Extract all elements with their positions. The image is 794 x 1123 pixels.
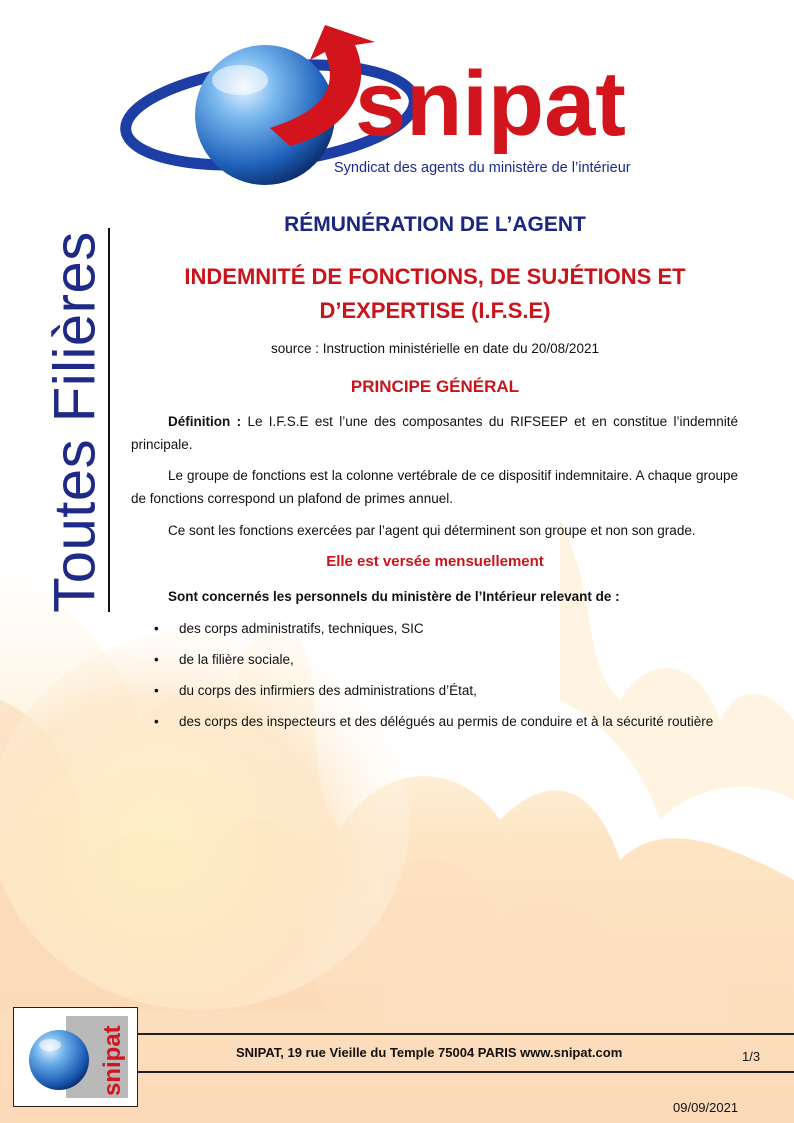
groupe-text: Le groupe de fonctions est la colonne vertébrale de ce dispositif indemnitaire. A chaque groupe de fonctions correspond un plafond de primes annuel. — [131, 468, 738, 506]
list-item-text: des corps administratifs, techniques, SIC — [179, 621, 424, 636]
side-title: Toutes Filières — [42, 231, 108, 613]
concerned-list — [150, 618, 738, 742]
snipat-logo — [120, 20, 680, 200]
footer-logo-box — [13, 1007, 138, 1107]
bullet-icon: • — [154, 621, 159, 636]
definition-text: Le I.F.S.E est l’une des composantes du RIFSEEP et en constitue l’indemnité principale. — [131, 414, 738, 452]
bullet-icon: • — [154, 652, 159, 667]
groupe-paragraph — [131, 464, 738, 510]
footer-logo-wordmark: snipat — [99, 1025, 126, 1096]
list-item-text: du corps des infirmiers des administrations d’État, — [179, 683, 477, 698]
list-item — [150, 649, 738, 671]
concerned-heading: Sont concernés les personnels du ministère de l’Intérieur relevant de : — [168, 589, 620, 604]
bullet-icon: • — [154, 714, 159, 729]
list-item-text: des corps des inspecteurs et des délégués au permis de conduire et à la sécurité routière — [179, 714, 714, 729]
page-number: 1/3 — [742, 1049, 761, 1064]
footer-address: SNIPAT, 19 rue Vieille du Temple 75004 PARIS www.snipat.com — [236, 1045, 623, 1060]
list-item — [150, 711, 738, 733]
page-title: RÉMUNÉRATION DE L’AGENT — [284, 213, 586, 236]
bullet-icon: • — [154, 683, 159, 698]
list-item — [150, 680, 738, 702]
logo-tagline: Syndicat des agents du ministère de l’intérieur — [334, 160, 631, 176]
subtitle-line-2: D’EXPERTISE (I.F.S.E) — [319, 298, 551, 323]
section-title: PRINCIPE GÉNÉRAL — [350, 377, 520, 396]
monthly-note: Elle est versée mensuellement — [326, 553, 544, 570]
document-subtitle — [130, 260, 740, 328]
footer-logo — [14, 1008, 137, 1106]
definition-paragraph — [131, 410, 738, 456]
footer-date: 09/09/2021 — [673, 1100, 739, 1115]
definition-label: Définition : — [168, 414, 242, 429]
fonctions-text: Ce sont les fonctions exercées par l’agent qui déterminent son groupe et non son grade. — [168, 523, 696, 538]
logo-wordmark: snipat — [355, 53, 626, 155]
list-item — [150, 618, 738, 640]
side-title-block — [40, 232, 110, 612]
list-item-text: de la filière sociale, — [179, 652, 294, 667]
side-divider — [108, 228, 110, 612]
source-line: source : Instruction ministérielle en date du 20/08/2021 — [271, 341, 599, 356]
subtitle-line-1: INDEMNITÉ DE FONCTIONS, DE SUJÉTIONS ET — [184, 264, 686, 289]
fonctions-paragraph — [131, 519, 738, 542]
footer-rule-top — [136, 1033, 794, 1035]
footer-rule-bottom — [136, 1071, 794, 1073]
